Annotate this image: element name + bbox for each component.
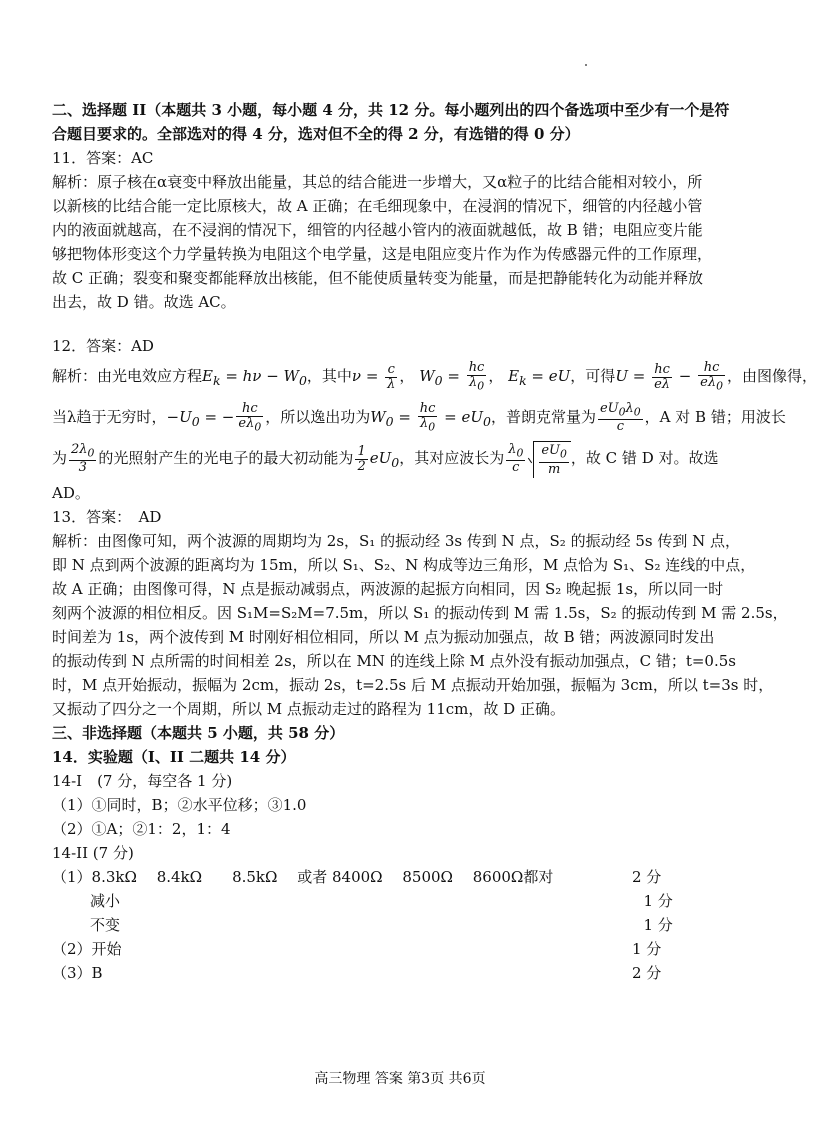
- q11-analysis-line: 故 C 正确；裂变和聚变都能释放出核能，但不能使质量转变为能量，而是把静能转化为动能并释放: [52, 269, 704, 287]
- page-footer: 高三物理 答案 第3页 共6页: [314, 1071, 486, 1087]
- score-row-label: （2）开始: [52, 940, 122, 958]
- formula-frac: $\frac{hc}{\lambda_0}$: [468, 359, 485, 393]
- q12-text: ，故 C 错 D 对。故选: [570, 449, 719, 467]
- page-content: [52, 98, 817, 985]
- q11-analysis-line: 内的液面就越高，在不浸润的情况下，细管的内径越小管内的液面就越低，故 B 错；电阻应变片能: [52, 221, 703, 239]
- q12-text: ，: [399, 367, 415, 385]
- q12-text: ，A 对 B 错；用波长: [644, 408, 786, 426]
- formula-frac: $\frac{eU_0\lambda_0}{c}$: [599, 400, 641, 435]
- q11-answer: 11．答案：AC: [52, 149, 154, 167]
- q12-text: ，可得: [570, 367, 616, 385]
- score-row: [52, 913, 758, 937]
- formula-frac: $\frac{1}{2}$: [357, 443, 366, 474]
- score-row: [52, 937, 758, 961]
- scan-dot: [585, 64, 587, 66]
- formula-einstein: $E_k = h\nu - W_0$: [202, 367, 307, 388]
- q12-analysis-line1: 解析：由光电效应方程$E_k = h\nu - W_0$，其中ν = $\frac{c}{\lambda}$ ， $W_0$ = $\frac{hc}{\lambda_0}$ ， $E_k$ = eU，可得U = $\frac{hc}{e\lambda}$ − $\frac{hc}{e\lambda_0}$ ，由图像得，: [52, 359, 817, 393]
- q13-analysis-line: 解析：由图像可知，两个波源的周期均为 2s，S₁ 的振动经 3s 传到 N 点，S₂ 的振动经 5s 传到 N 点，: [52, 532, 741, 550]
- formula-frac: $\frac{2\lambda_0}{3}$: [71, 441, 95, 476]
- score-row-label: （1）8.3kΩ 8.4kΩ 8.5kΩ 或者 8400Ω 8500Ω 8600Ω都对: [52, 868, 554, 886]
- q14-part1-answer-b: （2）①A；②1：2，1：4: [52, 820, 231, 838]
- q12-analysis-line4: AD。: [52, 484, 90, 502]
- score-row-points: 1 分: [632, 940, 662, 958]
- q13-answer: 13．答案： AD: [52, 508, 162, 526]
- q11-analysis-line: 解析：原子核在α衰变中释放出能量，其总的结合能进一步增大，又α粒子的比结合能相对较小，所: [52, 173, 703, 191]
- q11-analysis-line: 够把物体形变这个力学量转换为电阻这个电学量，这是电阻应变片作为作为传感器元件的工作原理，: [52, 245, 713, 263]
- q13-analysis-line: 即 N 点到两个波源的距离均为 15m，所以 S₁、S₂、N 构成等边三角形，M 点恰为 S₁、S₂ 连线的中点，: [52, 556, 756, 574]
- formula-sqrt: $\frac{eU_0}{m}$: [533, 441, 571, 478]
- q14-part2-title: 14-II (7 分): [52, 844, 134, 862]
- formula-frac: $\frac{hc}{e\lambda_0}$: [700, 359, 723, 393]
- section3-heading: 三、非选择题（本题共 5 小题，共 58 分）: [52, 724, 345, 742]
- q11-analysis-line: 出去，故 D 错。故选 AC。: [52, 293, 236, 311]
- q12-text: ，其中: [306, 367, 352, 385]
- q12-answer: 12．答案：AD: [52, 337, 154, 355]
- score-row-points: 1 分: [643, 916, 673, 934]
- q13-analysis-line: 的振动传到 N 点所需的时间相差 2s，所以在 MN 的连线上除 M 点外没有振动加强点，C 错；t=0.5s: [52, 652, 736, 670]
- score-row-points: 1 分: [643, 892, 673, 910]
- score-row-label: （3）B: [52, 964, 103, 982]
- q13-analysis-line: 故 A 正确；由图像可得，N 点是振动减弱点，两波源的起振方向相同，因 S₂ 晚起振 1s，所以同一时: [52, 580, 724, 598]
- formula-frac: $\frac{hc}{e\lambda}$: [654, 361, 671, 392]
- q12-analysis-line3: 为 $\frac{2\lambda_0}{3}$ 的光照射产生的光电子的最大初动能为 $\frac{1}{2}$ $eU_0$，其对应波长为 $\frac{\lambda_0}{c}$ $\frac{eU_0}{m}$ ，故 C 错 D 对。故选: [52, 441, 719, 477]
- score-row-points: 2 分: [632, 964, 662, 982]
- formula-frac: $\frac{hc}{e\lambda_0}$: [238, 400, 262, 434]
- q14-part1-title: 14-I (7 分，每空各 1 分): [52, 772, 233, 790]
- score-row-label: 减小: [90, 892, 121, 910]
- q12-analysis-line2: 当λ趋于无穷时，$-U_0$ = − $\frac{hc}{e\lambda_0}$ ，所以逸出功为$W_0$ = $\frac{hc}{\lambda_0}$ = $eU_0$，普朗克常量为 $\frac{eU_0\lambda_0}{c}$ ，A 对 B 错；用波长: [52, 400, 786, 435]
- q12-text: ，所以逸出功为: [265, 408, 371, 426]
- section2-heading-line1: 二、选择题 II（本题共 3 小题，每小题 4 分，共 12 分。每小题列出的四个备选项中至少有一个是符: [52, 101, 730, 119]
- q12-text: 解析：由光电效应方程: [52, 367, 203, 385]
- score-row-label: 不变: [90, 916, 121, 934]
- q13-analysis-line: 刻两个波源的相位相反。因 S₁M=S₂M=7.5m，所以 S₁ 的振动传到 M 需 1.5s，S₂ 的振动传到 M 需 2.5s，: [52, 604, 788, 622]
- score-row: [52, 865, 758, 889]
- score-row: [52, 889, 758, 913]
- q12-text: ，其对应波长为: [399, 449, 505, 467]
- q12-text: 的光照射产生的光电子的最大初动能为: [98, 449, 354, 467]
- score-row-points: 2 分: [632, 868, 662, 886]
- score-row: [52, 961, 758, 985]
- q13-analysis-line: 时，M 点开始振动，振幅为 2cm，振动 2s，t=2.5s 后 M 点振动开始加强，振幅为 3cm，所以 t=3s 时，: [52, 676, 774, 694]
- q12-text: 当λ趋于无穷时，: [52, 408, 167, 426]
- q13-analysis-line: 又振动了四分之一个周期，所以 M 点振动走过的路程为 11cm，故 D 正确。: [52, 700, 565, 718]
- q11-analysis-line: 以新核的比结合能一定比原核大，故 A 正确；在毛细现象中，在浸润的情况下，细管的内径越小管: [52, 197, 703, 215]
- q12-text: 为: [52, 449, 68, 467]
- formula-frac: $\frac{c}{\lambda}$: [387, 361, 396, 392]
- q14-heading: 14．实验题（I、II 二题共 14 分）: [52, 748, 296, 766]
- q14-part1-answer-a: （1）①同时，B；②水平位移；③1.0: [52, 796, 307, 814]
- section2-heading-line2: 合题目要求的。全部选对的得 4 分，选对但不全的得 2 分，有选错的得 0 分）: [52, 125, 580, 143]
- formula-frac: $\frac{hc}{\lambda_0}$: [419, 400, 436, 434]
- q12-text: ，普朗克常量为: [490, 408, 596, 426]
- q12-text: ，由图像得，: [726, 367, 817, 385]
- score-table: [52, 865, 758, 985]
- q13-analysis-line: 时间差为 1s，两个波传到 M 时刚好相位相同，所以 M 点为振动加强点，故 B 错；两波源同时发出: [52, 628, 715, 646]
- formula-frac: $\frac{\lambda_0}{c}$: [508, 441, 524, 476]
